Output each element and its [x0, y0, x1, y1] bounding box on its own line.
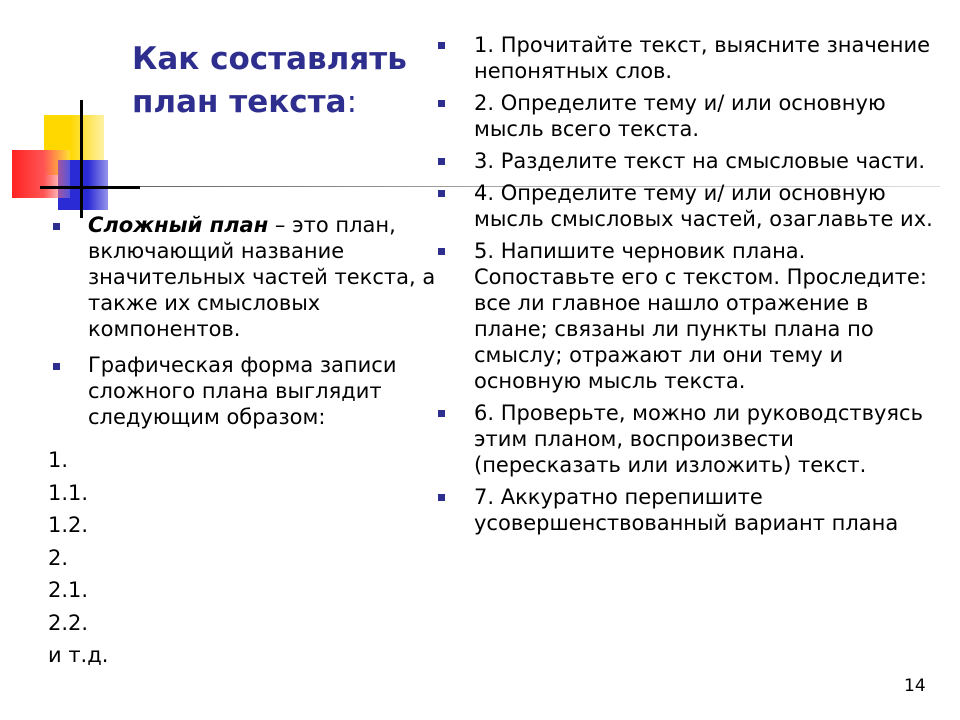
square-bullet-icon	[53, 223, 60, 230]
step-item	[436, 180, 946, 232]
step-item	[436, 400, 946, 478]
step-text: 5. Напишите черновик плана. Сопоставьте его с текстом. Проследите: все ли главное нашло отражение в плане; связаны ли пункты плана по смыслу; отражают ли они тему и основную мысль текста.	[474, 239, 927, 393]
definition-text: – это план, включающий название значительных частей текста, а также их смысловых компонентов.	[88, 213, 436, 341]
plan-line: 2.	[48, 545, 69, 570]
square-bullet-icon	[438, 248, 445, 255]
slide-title	[132, 38, 422, 124]
graphic-form-text: Графическая форма записи сложного плана выглядит следующим образом:	[88, 353, 397, 429]
plan-line: 1.1.	[48, 480, 89, 505]
term-complex-plan: Сложный план	[88, 213, 269, 237]
page-number: 14	[904, 676, 926, 696]
decor-horizontal-line	[40, 186, 140, 189]
square-bullet-icon	[438, 158, 445, 165]
plan-line: 1.2.	[48, 513, 89, 537]
square-bullet-icon	[438, 410, 445, 417]
decor-red-square	[12, 150, 70, 198]
step-item	[436, 238, 946, 394]
plan-line: 2.2.	[48, 610, 89, 635]
step-text: 1. Прочитайте текст, выясните значение непонятных слов.	[474, 33, 931, 83]
definition-list	[48, 212, 440, 430]
list-item-definition	[48, 212, 440, 342]
slide-title-text: Как составлять план текста	[132, 41, 407, 120]
plan-line: и т.д.	[48, 643, 109, 667]
left-column	[48, 212, 440, 672]
square-bullet-icon	[53, 363, 60, 370]
plan-outline	[48, 444, 440, 672]
square-bullet-icon	[438, 42, 445, 49]
step-text: 7. Аккуратно перепишите усовершенствованный вариант плана	[474, 485, 899, 535]
square-bullet-icon	[438, 100, 445, 107]
step-item	[436, 90, 946, 142]
step-item	[436, 32, 946, 84]
step-item	[436, 484, 946, 536]
decor-vertical-line	[80, 100, 83, 218]
step-item	[436, 148, 946, 174]
square-bullet-icon	[438, 494, 445, 501]
step-text: 2. Определите тему и/ или основную мысль всего текста.	[474, 91, 886, 141]
square-bullet-icon	[438, 190, 445, 197]
steps-list	[436, 32, 946, 536]
decor-blue-fade	[88, 160, 128, 210]
plan-line: 2.1.	[48, 578, 89, 602]
right-column	[436, 32, 946, 542]
list-item-graphic-form	[48, 352, 440, 430]
step-text: 6. Проверьте, можно ли руководствуясь этим планом, воспроизвести (пересказать или изложить) текст.	[474, 401, 923, 477]
slide-title-colon: :	[346, 84, 358, 120]
plan-line: 1.	[48, 448, 69, 472]
step-text: 3. Разделите текст на смысловые части.	[474, 149, 926, 173]
step-text: 4. Определите тему и/ или основную мысль смысловых частей, озаглавьте их.	[474, 181, 933, 231]
